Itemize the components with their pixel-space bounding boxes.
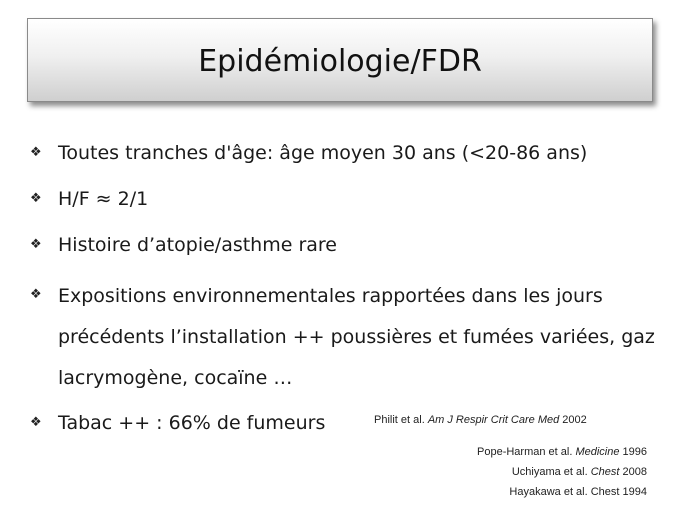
ref-authors: Hayakawa et al. Chest 1994 [509,486,647,498]
bullet-line: lacrymogène, cocaïne … [58,367,293,389]
slide-title: Epidémiologie/FDR [198,43,482,79]
bullet-line: H/F ≈ 2/1 [58,188,149,210]
bullet-text [58,226,668,264]
bullet-line: Expositions environnementales rapportées dans les jours [58,285,603,307]
bullet-text [58,134,668,172]
ref-year: 1996 [619,446,647,458]
reference-philit [374,414,587,426]
bullet-text [58,180,668,218]
ref-journal: Am J Respir Crit Care Med [427,414,560,426]
bullet-text [58,276,668,399]
reference-item [477,462,647,482]
bullet-diamond-icon: ❖ [30,145,42,160]
bullet-line: Histoire d’atopie/asthme rare [58,234,337,256]
reference-item [477,442,647,462]
ref-authors: Philit et al. [374,414,428,426]
title-box [27,18,653,102]
bullet-line: Toutes tranches d'âge: âge moyen 30 ans (<20-86 ans) [58,142,588,164]
ref-journal: Chest [590,466,620,478]
bullet-diamond-icon: ❖ [30,287,42,302]
ref-authors: Uchiyama et al. [511,466,591,478]
bullet-diamond-icon: ❖ [30,237,42,252]
reference-list [477,442,647,502]
bullet-diamond-icon: ❖ [30,415,42,430]
ref-year: 2002 [559,414,587,426]
bullet-line: précédents l’installation ++ poussières et fumées variées, gaz [58,326,655,348]
ref-journal: Medicine [575,446,620,458]
reference-item [477,482,647,502]
ref-authors: Pope-Harman et al. [477,446,576,458]
ref-year: 2008 [619,466,647,478]
bullet-diamond-icon: ❖ [30,191,42,206]
bullet-line: Tabac ++ : 66% de fumeurs [58,412,326,434]
